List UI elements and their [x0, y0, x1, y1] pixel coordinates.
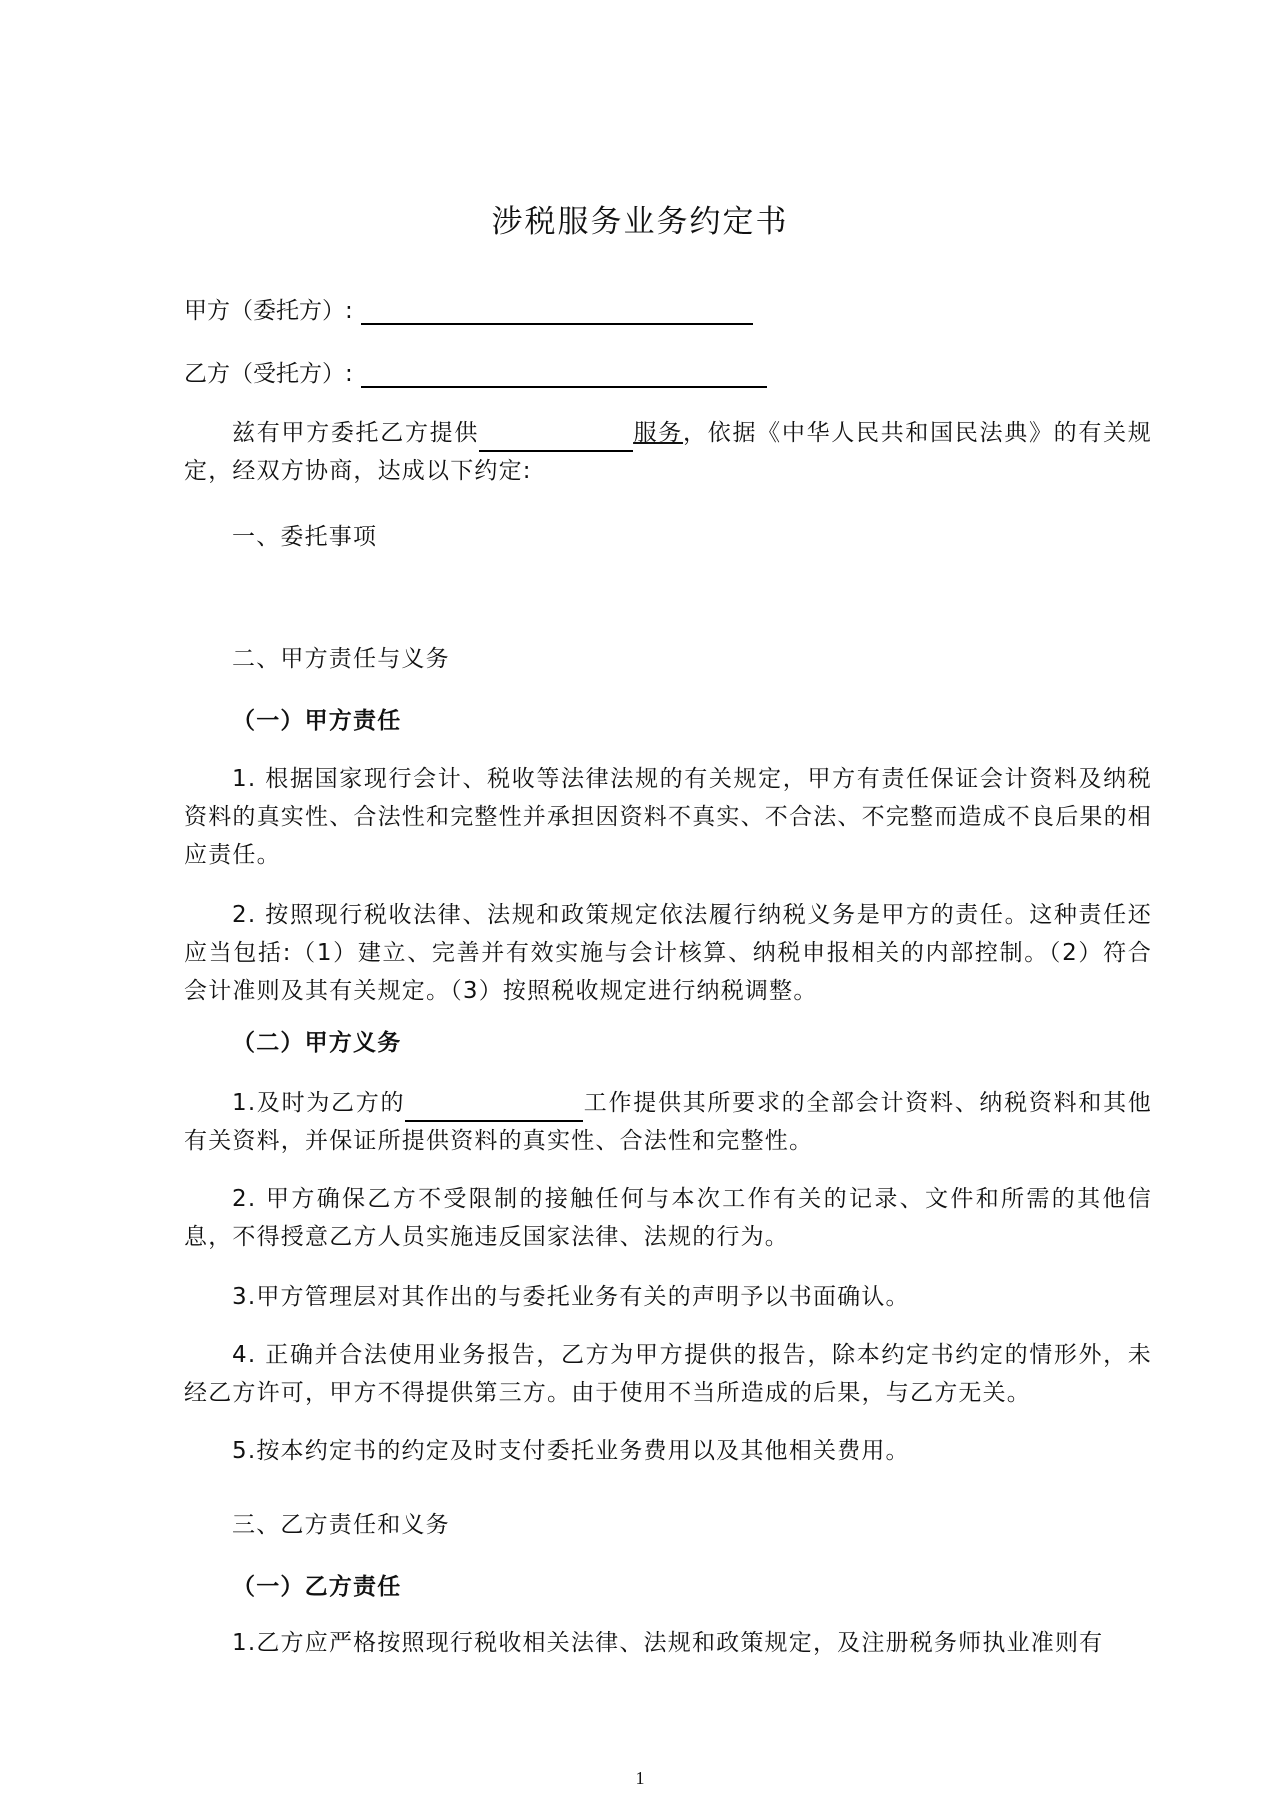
party-a-label: 甲方（委托方）:	[184, 298, 353, 324]
a-duty-1-before: 1.及时为乙方的	[232, 1090, 406, 1116]
party-b-blank[interactable]	[361, 360, 767, 388]
section-1-heading: 一、委托事项	[232, 524, 378, 550]
a-duty-item-5: 5.按本约定书的约定及时支付委托业务费用以及其他相关费用。	[232, 1438, 910, 1464]
a-duty-item-2: 2. 甲方确保乙方不受限制的接触任何与本次工作有关的记录、文件和所需的其他信息，不得授意乙方人员实施违反国家法律、法规的行为。	[184, 1186, 1152, 1250]
document-title: 涉税服务业务约定书	[491, 204, 789, 240]
a-duty-item-3: 3.甲方管理层对其作出的与委托业务有关的声明予以书面确认。	[232, 1284, 910, 1310]
section-2-heading: 二、甲方责任与义务	[232, 646, 450, 672]
intro-paragraph	[184, 414, 1152, 490]
a-resp-item-1: 1. 根据国家现行会计、税收等法律法规的有关规定，甲方有责任保证会计资料及纳税资料的真实性、合法性和完整性并承担因资料不真实、不合法、不完整而造成不良后果的相应责任。	[184, 766, 1152, 868]
intro-before-blank: 兹有甲方委托乙方提供	[232, 420, 480, 446]
party-a-responsibility-heading: （一）甲方责任	[232, 708, 402, 734]
party-b-line	[184, 355, 767, 388]
party-b-label: 乙方（受托方）:	[184, 361, 353, 387]
section-3-heading: 三、乙方责任和义务	[232, 1512, 450, 1538]
party-a-blank[interactable]	[361, 297, 753, 325]
a-duty-item-4: 4. 正确并合法使用业务报告，乙方为甲方提供的报告，除本约定书约定的情形外，未经乙方许可，甲方不得提供第三方。由于使用不当所造成的后果，与乙方无关。	[184, 1342, 1152, 1406]
a-duty-item-1	[184, 1084, 1152, 1160]
intro-after-blank: ，依据《中华人民共和国民法典》的有关规定，经双方协商，达成以下约定:	[184, 420, 1152, 484]
b-resp-item-1: 1.乙方应严格按照现行税收相关法律、法规和政策规定，及注册税务师执业准则有	[232, 1630, 1104, 1656]
party-b-responsibility-heading: （一）乙方责任	[232, 1574, 402, 1600]
a-duty-1-after: 工作提供其所要求的全部会计资料、纳税资料和其他有关资料，并保证所提供资料的真实性、合法性和完整性。	[184, 1090, 1152, 1154]
party-a-duty-heading: （二）甲方义务	[232, 1030, 402, 1056]
a-resp-item-2: 2. 按照现行税收法律、法规和政策规定依法履行纳税义务是甲方的责任。这种责任还应当包括:（1）建立、完善并有效实施与会计核算、纳税申报相关的内部控制。（2）符合会计准则及其有关规定。（3）按照税收规定进行纳税调整。	[184, 902, 1152, 1004]
work-blank[interactable]	[405, 1096, 583, 1122]
service-blank[interactable]	[479, 426, 633, 452]
party-a-line	[184, 292, 753, 325]
intro-service: 服务	[633, 420, 684, 446]
page-number: 1	[635, 1768, 645, 1788]
